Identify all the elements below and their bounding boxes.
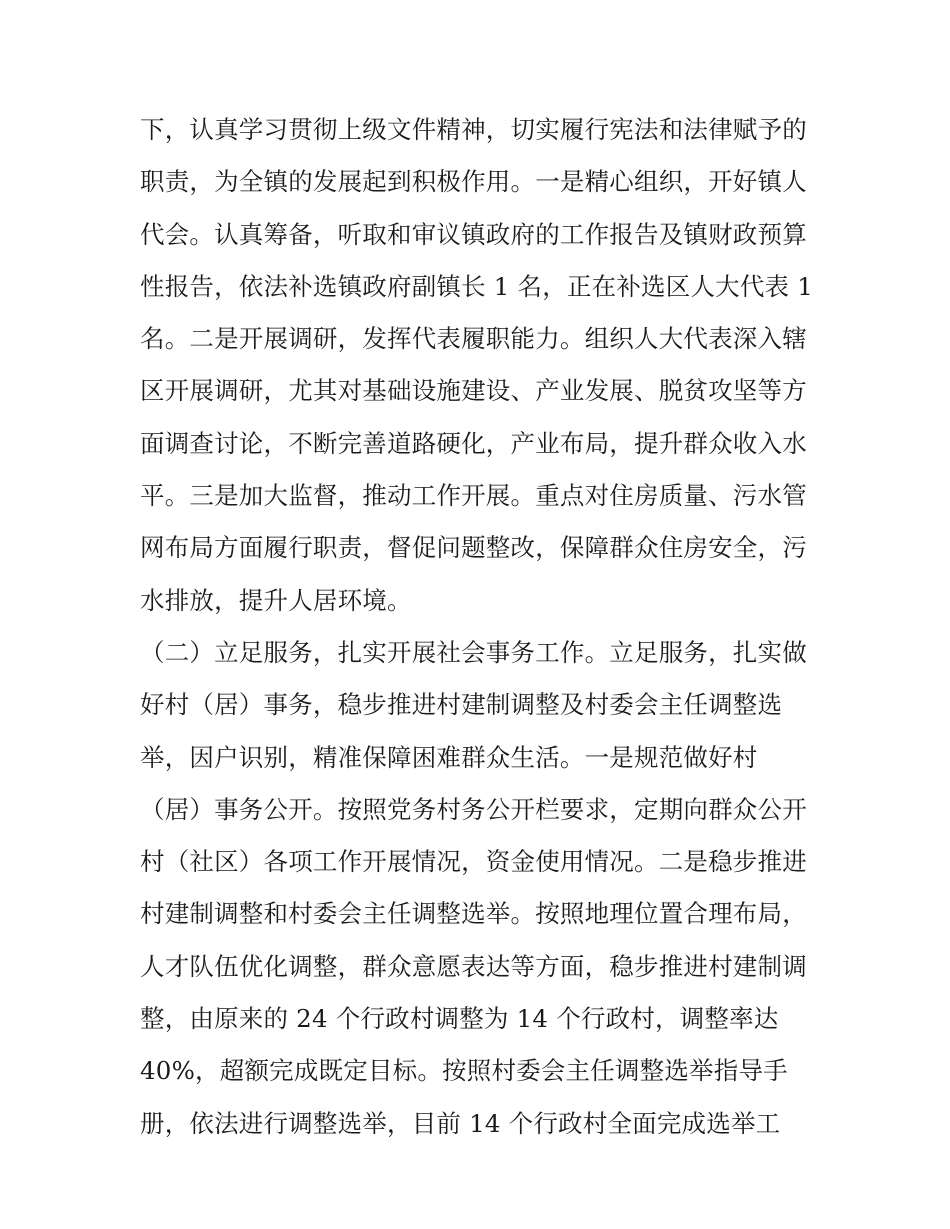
text-line: 人才队伍优化调整，群众意愿表达等方面，稳步推进村建制调	[140, 951, 807, 981]
text-line: 40%，超额完成既定目标。按照村委会主任调整选举指导手	[140, 1056, 788, 1086]
body-text	[140, 104, 830, 1150]
text-line: 整，由原来的 24 个行政村调整为 14 个行政村，调整率达	[140, 1004, 779, 1034]
text-line: 册，依法进行调整选举，目前 14 个行政村全面完成选举工	[140, 1108, 781, 1138]
text-line: 村（社区）各项工作开展情况，资金使用情况。二是稳步推进	[140, 847, 807, 877]
text-line: 举，因户识别，精准保障困难群众生活。一是规范做好村	[140, 742, 758, 772]
text-line: 代会。认真筹备，听取和审议镇政府的工作报告及镇财政预算	[140, 219, 807, 249]
text-line: 下，认真学习贯彻上级文件精神，切实履行宪法和法律赋予的	[140, 115, 807, 144]
text-line: 名。二是开展调研，发挥代表履职能力。组织人大代表深入辖	[140, 324, 807, 354]
text-line: 面调查讨论，不断完善道路硬化，产业布局，提升群众收入水	[140, 428, 807, 458]
text-line: 好村（居）事务，稳步推进村建制调整及村委会主任调整选	[140, 690, 783, 720]
text-line: （二）立足服务，扎实开展社会事务工作。立足服务，扎实做	[140, 637, 807, 667]
text-line: 性报告，依法补选镇政府副镇长 1 名，正在补选区人大代表 1	[140, 271, 814, 301]
text-line: 职责，为全镇的发展起到积极作用。一是精心组织，开好镇人	[140, 167, 807, 197]
text-line: 村建制调整和村委会主任调整选举。按照地理位置合理布局，	[140, 899, 807, 929]
text-line: 区开展调研，尤其对基础设施建设、产业发展、脱贫攻坚等方	[140, 376, 807, 406]
text-line: 网布局方面履行职责，督促问题整改，保障群众住房安全，污	[140, 533, 807, 563]
text-line: 水排放，提升人居环境。	[140, 585, 412, 615]
text-line: 平。三是加大监督，推动工作开展。重点对住房质量、污水管	[140, 481, 807, 511]
text-line: （居）事务公开。按照党务村务公开栏要求，定期向群众公开	[140, 794, 807, 824]
